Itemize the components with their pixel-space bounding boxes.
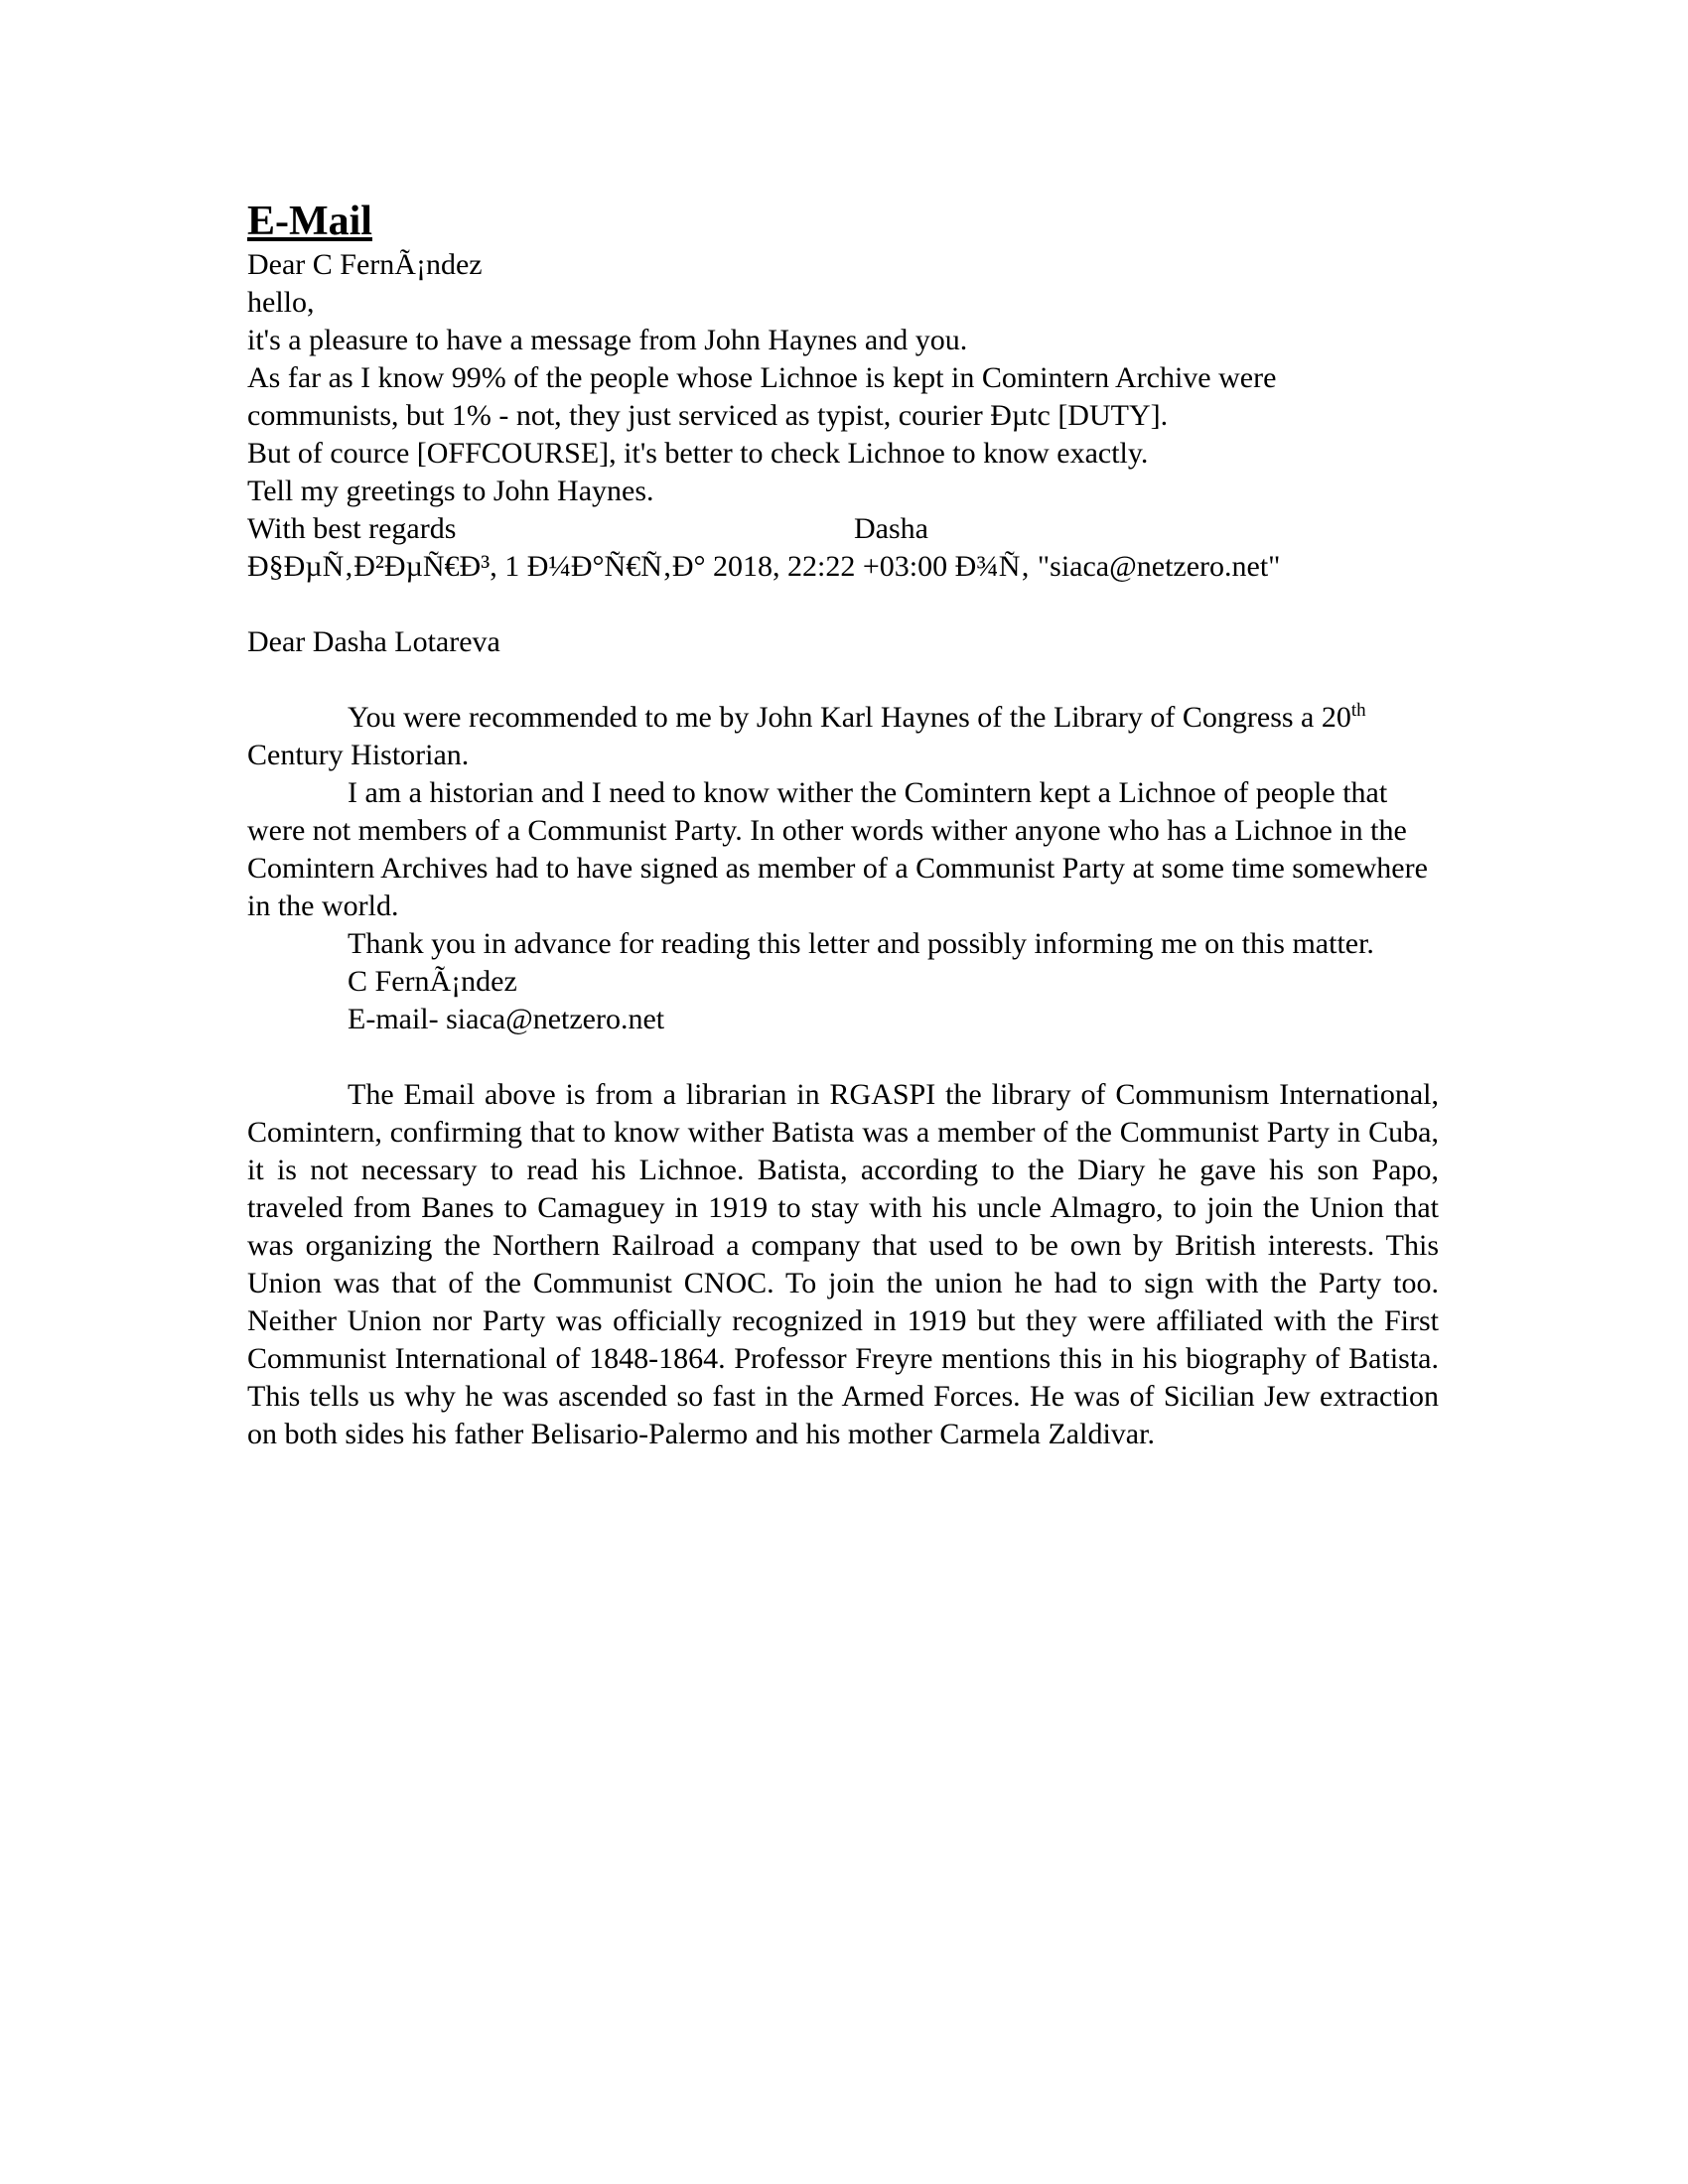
spacer [247,661,1439,699]
reply-line: But of cource [OFFCOURSE], it's better to check Lichnoe to know exactly. [247,437,1149,470]
reply-line: Tell my greetings to John Haynes. [247,475,654,507]
original-paragraph-3: Thank you in advance for reading this letter and possibly informing me on this matter. [348,927,1374,960]
paragraph-text: Century Historian. [247,739,470,771]
quote-header: Ð§ÐµÑ‚Ð²ÐµÑ€Ð³, 1 Ð¼Ð°Ñ€Ñ‚Ð° 2018, 22:22 +03:00 Ð¾Ñ‚ "siaca@netzero.net" [247,550,1281,583]
document-content [247,197,1439,1453]
commentary-paragraph: The Email above is from a librarian in RGASPI the library of Communism International, Comintern, confirming that to know wither Batista was a member of the Communist Party in Cuba, it is not necessary to read his Lichnoe. Batista, according to the Diary he gave his son Papo, traveled from Banes to Camaguey in 1919 to stay with his uncle Almagro, to join the Union that was organizing the Northern Railroad a company that used to be own by British interests. This Union was that of the Communist CNOC. To join the union he had to sign with the Party too. Neither Union nor Party was officially recognized in 1919 but they were affiliated with the First Communist International of 1848-1864. Professor Freyre mentions this in his biography of Batista. This tells us why he was ascended so fast in the Armed Forces. He was of Sicilian Jew extraction on both sides his father Belisario-Palermo and his mother Carmela Zaldivar. [247,1078,1439,1450]
reply-greeting: hello, [247,286,315,319]
page-heading: E-Mail [247,199,372,244]
reply-line: communists, but 1% - not, they just serviced as typist, courier Ðµtc [DUTY]. [247,399,1169,432]
original-paragraph-2: I am a historian and I need to know wither the Comintern kept a Lichnoe of people that were not members of a Communist Party. In other words wither anyone who has a Lichnoe in the Comintern Archives had to have signed as member of a Communist Party at some time somewhere in the world. [247,776,1428,922]
original-salutation: Dear Dasha Lotareva [247,625,500,658]
spacer [247,586,1439,623]
reply-signoff [247,510,1439,548]
ordinal-suffix: th [1350,700,1366,721]
original-sign-name: C FernÃ¡ndez [348,965,517,998]
reply-line: it's a pleasure to have a message from John Haynes and you. [247,324,968,356]
paragraph-text: You were recommended to me by John Karl Haynes of the Library of Congress a 20 [348,701,1351,734]
reply-salutation: Dear C FernÃ¡ndez [247,248,483,281]
reply-signature: Dasha [854,512,928,545]
reply-line: As far as I know 99% of the people whose Lichnoe is kept in Comintern Archive were [247,361,1277,394]
reply-closing: With best regards [247,512,457,545]
spacer [247,1038,1439,1076]
original-paragraph-1 [247,699,1439,774]
original-sign-email: E-mail- siaca@netzero.net [348,1003,665,1035]
